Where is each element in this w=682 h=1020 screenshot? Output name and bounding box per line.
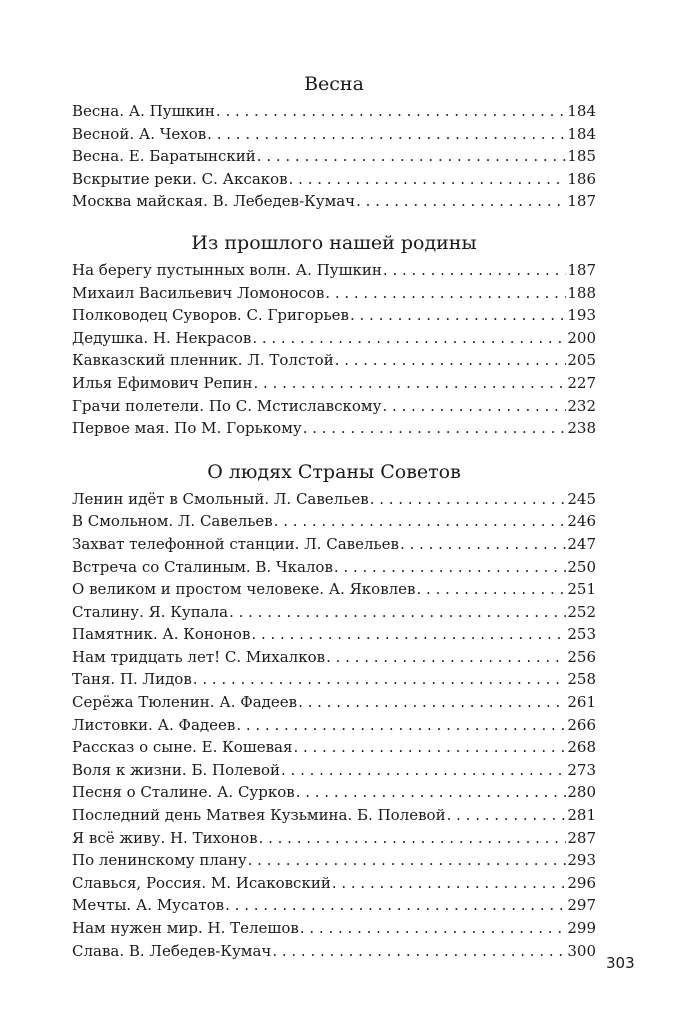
entry-page: 266: [567, 715, 596, 734]
entry-title: Мечты. А. Мусатов: [72, 896, 225, 915]
entry-page: 250: [567, 557, 596, 576]
toc-entry: [72, 510, 596, 533]
entry-page: 297: [567, 896, 596, 915]
entry-title: Михаил Васильевич Ломоносов: [72, 283, 325, 302]
toc-entry: [72, 100, 596, 123]
entry-title: О великом и простом человеке. А. Яковлев: [72, 580, 416, 599]
toc-entry: [72, 123, 596, 146]
dot-leader: [382, 395, 566, 418]
toc-entry: [72, 395, 596, 418]
entry-page: 247: [567, 534, 596, 553]
entry-title: Нам нужен мир. Н. Телешов: [72, 919, 299, 937]
entry-title: Полководец Суворов. С. Григорьев: [72, 306, 349, 325]
entry-title: Славься, Россия. М. Исаковский: [72, 873, 331, 892]
entry-page: 280: [567, 783, 596, 802]
entry-page: 253: [567, 625, 596, 644]
dot-leader: [281, 759, 566, 782]
entry-title: Илья Ефимович Репин: [72, 373, 253, 392]
entry-title: В Смольном. Л. Савельев: [72, 512, 273, 531]
entry-page: 227: [567, 373, 596, 392]
toc-entry: [72, 145, 596, 168]
table-of-contents: [72, 68, 596, 962]
entry-page: 261: [567, 693, 596, 712]
entry-title: Захват телефонной станции. Л. Савельев: [72, 534, 399, 553]
entry-title: Первое мая. По М. Горькому: [72, 419, 302, 438]
entry-title: На берегу пустынных волн. А. Пушкин: [72, 260, 382, 279]
toc-entry: [72, 533, 596, 556]
toc-entry: [72, 601, 596, 624]
entry-title: По ленинскому плану: [72, 851, 247, 870]
dot-leader: [252, 327, 566, 350]
dot-leader: [300, 917, 567, 940]
section-title: Из прошлого нашей родины: [191, 231, 477, 254]
toc-entry: [72, 282, 596, 305]
dot-leader: [216, 100, 566, 123]
entry-title: Вскрытие реки. С. Аксаков: [72, 169, 288, 188]
entry-title: Рассказ о сыне. Е. Кошевая: [72, 738, 293, 757]
dot-leader: [253, 372, 566, 395]
entry-page: 252: [567, 602, 596, 621]
toc-entry: [72, 668, 596, 691]
entry-title: Весной. А. Чехов: [72, 124, 207, 143]
entry-page: 232: [567, 396, 596, 415]
dot-leader: [259, 827, 567, 850]
entry-page: 187: [567, 260, 596, 279]
toc-entry: [72, 190, 596, 213]
entry-title: Листовки. А. Фадеев: [72, 715, 236, 734]
toc-entry: [72, 804, 596, 827]
dot-leader: [274, 510, 567, 533]
dot-leader: [296, 781, 567, 804]
toc-section-history: [72, 227, 596, 440]
dot-leader: [257, 145, 567, 168]
toc-section-soviet-people: [72, 456, 596, 962]
toc-entry: [72, 646, 596, 669]
entry-title: Дедушка. Н. Некрасов: [72, 328, 252, 347]
dot-leader: [229, 601, 566, 624]
dot-leader: [447, 804, 567, 827]
dot-leader: [350, 304, 566, 327]
page-number: 303: [606, 954, 635, 972]
dot-leader: [400, 533, 566, 556]
dot-leader: [334, 556, 566, 579]
toc-entry: [72, 736, 596, 759]
toc-section-spring: [72, 68, 596, 213]
entry-title: Воля к жизни. Б. Полевой: [72, 760, 281, 779]
entry-page: 293: [567, 851, 596, 870]
toc-entry: [72, 872, 596, 895]
entry-title: Последний день Матвея Кузьмина. Б. Полевой: [72, 806, 446, 825]
dot-leader: [225, 894, 566, 917]
entry-page: 184: [567, 102, 596, 120]
toc-entry: [72, 781, 596, 804]
entry-title: Песня о Сталине. А. Сурков: [72, 783, 295, 802]
toc-entry: [72, 691, 596, 714]
dot-leader: [370, 488, 567, 511]
entry-page: 258: [567, 670, 596, 689]
entry-title: Встреча со Сталиным. В. Чкалов: [72, 557, 333, 576]
entry-page: 184: [567, 124, 596, 143]
toc-entry: [72, 623, 596, 646]
entry-page: 186: [567, 169, 596, 188]
entry-page: 193: [567, 306, 596, 325]
toc-entry: [72, 894, 596, 917]
toc-entry: [72, 372, 596, 395]
toc-entry: [72, 714, 596, 737]
entry-title: Слава. В. Лебедев-Кумач: [72, 941, 272, 960]
toc-entry: [72, 849, 596, 872]
dot-leader: [207, 123, 566, 146]
dot-leader: [289, 168, 567, 191]
toc-entry: [72, 304, 596, 327]
entry-page: 273: [567, 760, 596, 779]
toc-entry: [72, 417, 596, 440]
dot-leader: [335, 349, 567, 372]
section-title: Весна: [304, 73, 364, 95]
entry-page: 238: [567, 419, 596, 438]
entry-page: 251: [567, 580, 596, 599]
entry-title: Кавказский пленник. Л. Толстой: [72, 351, 334, 370]
entry-title: Памятник. А. Кононов: [72, 625, 251, 644]
toc-entry: [72, 259, 596, 282]
dot-leader: [303, 417, 567, 440]
entry-title: Сталину. Я. Купала: [72, 602, 229, 621]
toc-entry: [72, 327, 596, 350]
dot-leader: [293, 736, 566, 759]
section-title: О людях Страны Советов: [207, 460, 461, 483]
dot-leader: [325, 282, 566, 305]
entry-page: 296: [567, 873, 596, 892]
entry-title: Таня. П. Лидов: [72, 670, 192, 689]
entry-page: 185: [567, 147, 596, 166]
toc-entry: [72, 759, 596, 782]
entry-page: 246: [567, 512, 596, 531]
entry-page: 268: [567, 738, 596, 757]
entry-page: 188: [567, 283, 596, 302]
dot-leader: [383, 259, 566, 282]
toc-entry: [72, 578, 596, 601]
entry-title: Серёжа Тюленин. А. Фадеев: [72, 693, 298, 712]
entry-page: 287: [567, 828, 596, 847]
entry-title: Весна. Е. Баратынский: [72, 147, 256, 166]
entry-page: 299: [567, 919, 596, 937]
toc-entry: [72, 827, 596, 850]
dot-leader: [236, 714, 566, 737]
toc-entry: [72, 556, 596, 579]
dot-leader: [251, 623, 566, 646]
dot-leader: [193, 668, 567, 691]
entry-title: Нам тридцать лет! С. Михалков: [72, 647, 326, 666]
entry-page: 256: [567, 647, 596, 666]
entry-title: Грачи полетели. По С. Мстиславскому: [72, 396, 382, 415]
toc-entry: [72, 168, 596, 191]
dot-leader: [272, 940, 566, 963]
entry-page: 300: [567, 941, 596, 960]
entry-title: Москва майская. В. Лебедев-Кумач: [72, 192, 356, 211]
dot-leader: [356, 190, 566, 213]
dot-leader: [417, 578, 567, 601]
dot-leader: [248, 849, 567, 872]
entry-page: 205: [567, 351, 596, 370]
entry-page: 281: [567, 806, 596, 825]
dot-leader: [332, 872, 567, 895]
entry-title: Я всё живу. Н. Тихонов: [72, 828, 258, 847]
dot-leader: [326, 646, 566, 669]
toc-entry: [72, 917, 596, 940]
entry-title: Весна. А. Пушкин: [72, 102, 215, 120]
entry-title: Ленин идёт в Смольный. Л. Савельев: [72, 489, 369, 508]
toc-entry: [72, 940, 596, 963]
entry-page: 245: [567, 489, 596, 508]
entry-page: 187: [567, 192, 596, 211]
entry-page: 200: [567, 328, 596, 347]
toc-entry: [72, 349, 596, 372]
dot-leader: [298, 691, 566, 714]
toc-entry: [72, 488, 596, 511]
